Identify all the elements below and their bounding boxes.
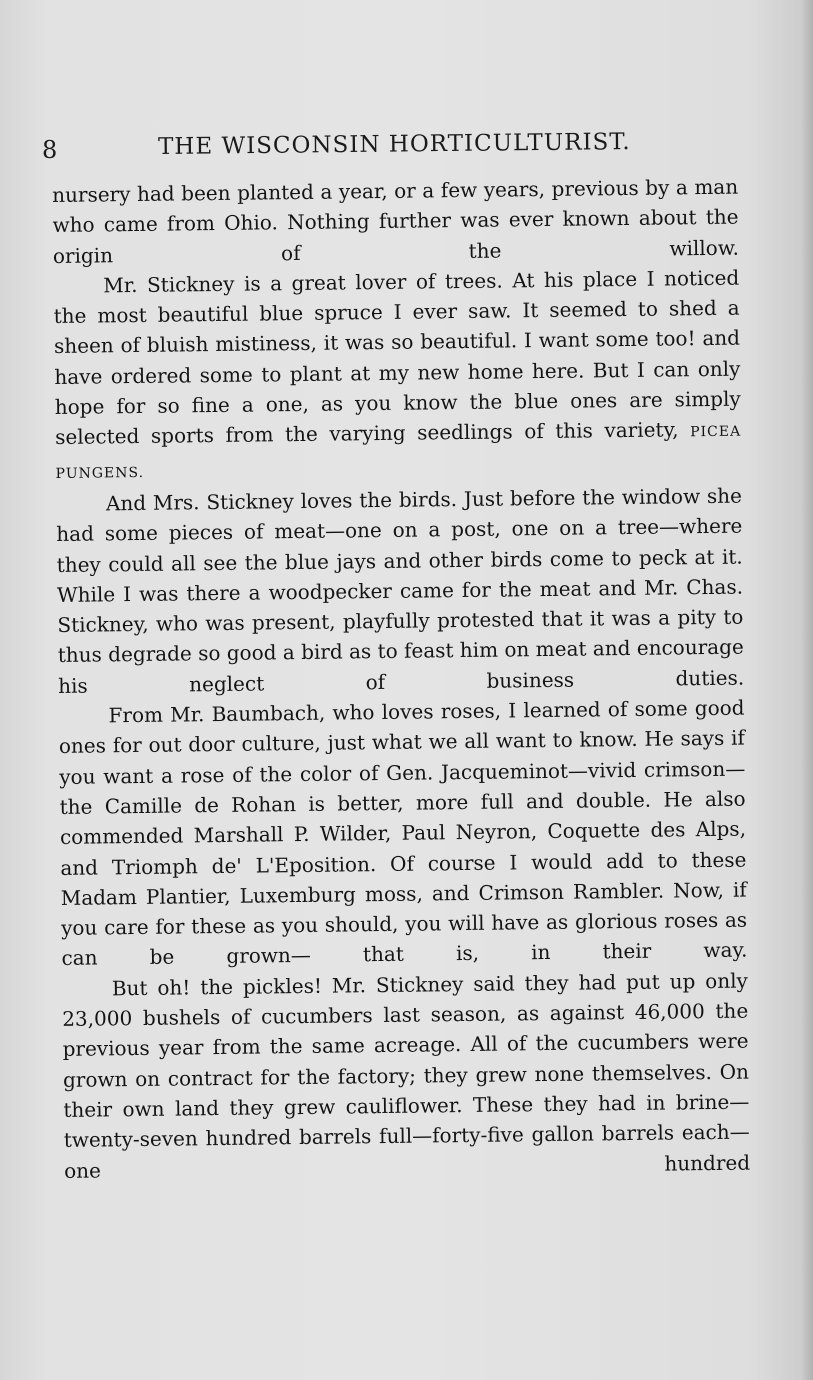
paragraph-roses: From Mr. Baumbach, who loves roses, I learned of some good ones for out door culture, just what we all want to know. He says if you want a rose of the color of Gen. Jacqueminot—vivid crimson—the Camille de Rohan is better, more full and double. He also commended Marshall P. Wilder, Paul Neyron, Coquette des Alps, and Triomph de' L'Eposition. Of course I would add to these Madam Plantier, Luxemburg moss, and Crimson Rambler. Now, if you care for these as you should, you will have as glorious roses as can be grown— that is, in their way. bbox=[58, 695, 748, 971]
paragraph-pickles: But oh! the pickles! Mr. Stickney said they had put up only 23,000 bushels of cucumbers last season, as against 46,000 the previous year from the same acreage. All of the cucumbers were grown on contract for the factory; they grew none themselves. On their own land they grew cauliflower. These they had in brine—twenty-seven hundred barrels full—forty-five gallon barrels each—one hundred bbox=[62, 968, 751, 1183]
paragraph-birds: And Mrs. Stickney loves the birds. Just before the window she had some pieces of meat—one on a post, one on a tree—where they could all see the blue jays and other birds come to peck at it. While I was there a woodpecker came for the meat and Mr. Chas. Stickney, who was present, playfully protested that it was a pity to thus degrade so good a bird as to feast him on meat and encourage his neglect of business duties. bbox=[56, 483, 745, 698]
body-text bbox=[52, 172, 750, 1186]
species-name: PICEA PUNGENS. bbox=[55, 423, 742, 482]
paragraph-blue-spruce bbox=[53, 263, 742, 489]
paragraph-continuation: nursery had been planted a year, or a few years, previous by a man who came from Ohio. Nothing further was ever known about the origin of the willow. bbox=[52, 174, 740, 268]
paragraph-blue-spruce-text: Mr. Stickney is a great lover of trees. At his place I noticed the most beautiful blue spruce I ever saw. It seemed to shed a sheen of bluish mistiness, it was so beautiful. I want some too! and have ordered some to plant at my new home here. But I can only hope for so fine a one, as you know the blue ones are simply selected sports from the varying seedlings of this variety, bbox=[53, 265, 741, 450]
page-number: 8 bbox=[42, 136, 58, 164]
running-title: THE WISCONSIN HORTICULTURIST. bbox=[157, 129, 631, 160]
page-header bbox=[42, 128, 682, 168]
